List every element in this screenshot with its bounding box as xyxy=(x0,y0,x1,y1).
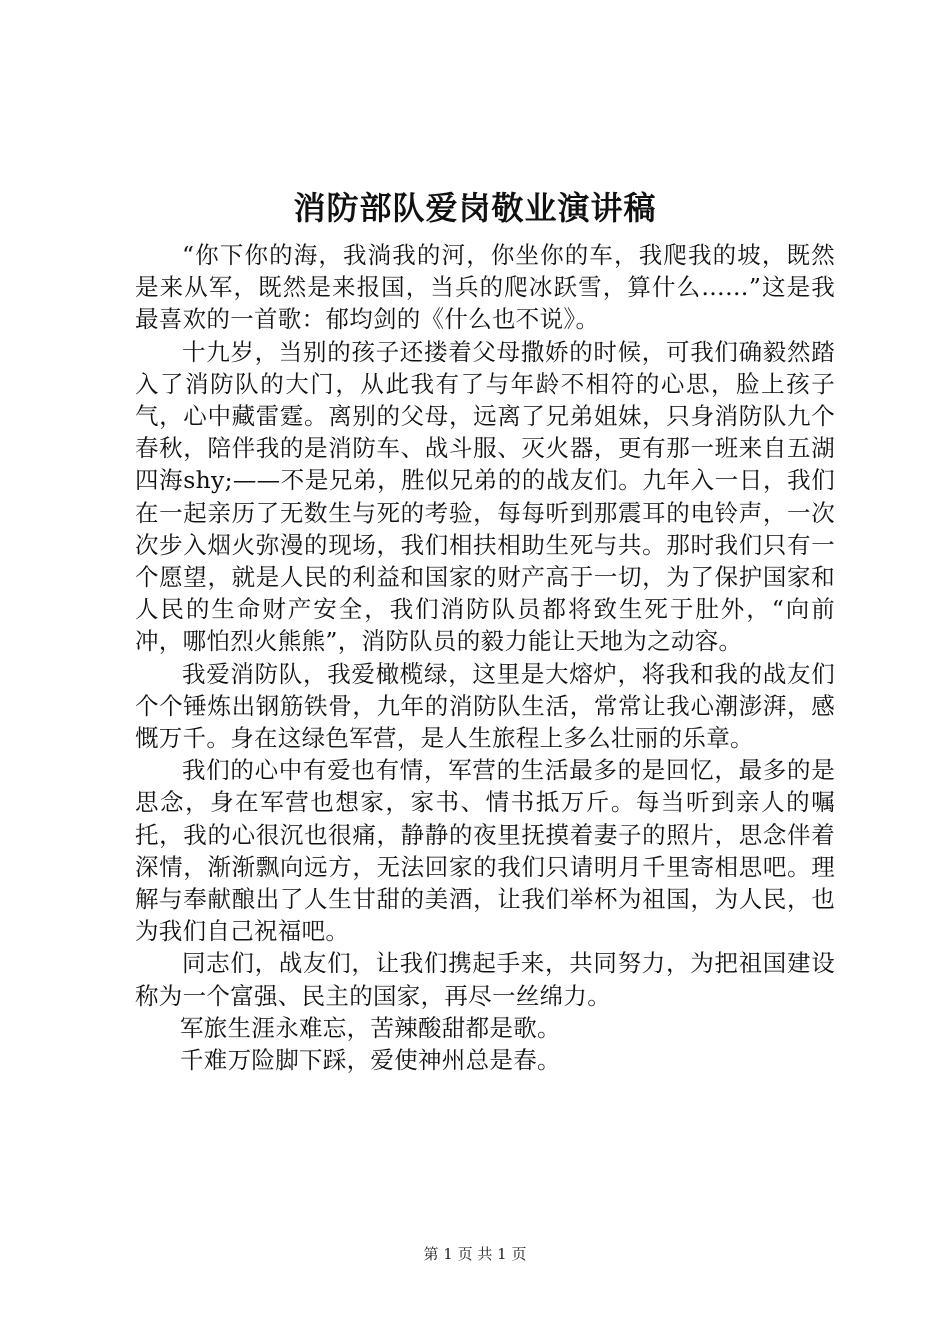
page-footer: 第 1 页 共 1 页 xyxy=(423,1245,527,1263)
paragraph-5: 同志们，战友们，让我们携起手来，共同努力，为把祖国建设称为一个富强、民主的国家，再尽一丝绵力。 xyxy=(135,949,835,1010)
document-title: 消防部队爱岗敬业演讲稿 xyxy=(293,189,657,227)
paragraph-1: “你下你的海，我淌我的河，你坐你的车，我爬我的坡，既然是来从军，既然是来报国，当兵的爬冰跃雪，算什么……”这是我最喜欢的一首歌：郁均剑的《什么也不说》。 xyxy=(135,241,835,334)
document-body xyxy=(135,239,835,1076)
paragraph-2: 十九岁，当别的孩子还搂着父母撒娇的时候，可我们确毅然踏入了消防队的大门，从此我有了与年龄不相符的心思，脸上孩子气，心中藏雷霆。离别的父母，远离了兄弟姐妹，只身消防队九个春秋，陪伴我的是消防车、战斗服、灭火器，更有那一班来自五湖四海shy;——不是兄弟，胜似兄弟的的战友们。九年入一日，我们在一起亲历了无数生与死的考验，每每听到那震耳的电铃声，一次次步入烟火弥漫的现场，我们相扶相助生死与共。那时我们只有一个愿望，就是人民的利益和国家的财产高于一切，为了保护国家和人民的生命财产安全，我们消防队员都将致生死于肚外，“向前冲，哪怕烈火熊熊”，消防队员的毅力能让天地为之动容。 xyxy=(135,337,835,656)
verse-line-2: 千难万险脚下踩，爱使神州总是春。 xyxy=(180,1046,561,1075)
verse-line-1: 军旅生涯永难忘，苦辣酸甜都是歌。 xyxy=(180,1013,561,1042)
paragraph-3: 我爱消防队，我爱橄榄绿，这里是大熔炉，将我和我的战友们个个锤炼出钢筋铁骨，九年的消防队生活，常常让我心潮澎湃，感慨万千。身在这绿色军营，是人生旅程上多么壮丽的乐章。 xyxy=(135,659,835,753)
paragraph-4: 我们的心中有爱也有情，军营的生活最多的是回忆，最多的是思念，身在军营也想家，家书、情书抵万斤。每当听到亲人的嘱托，我的心很沉也很痛，静静的夜里抚摸着妻子的照片，思念伴着深情，渐渐飘向远方，无法回家的我们只请明月千里寄相思吧。理解与奉献酿出了人生甘甜的美酒，让我们举杯为祖国，为人民，也为我们自己祝福吧。 xyxy=(135,756,835,946)
